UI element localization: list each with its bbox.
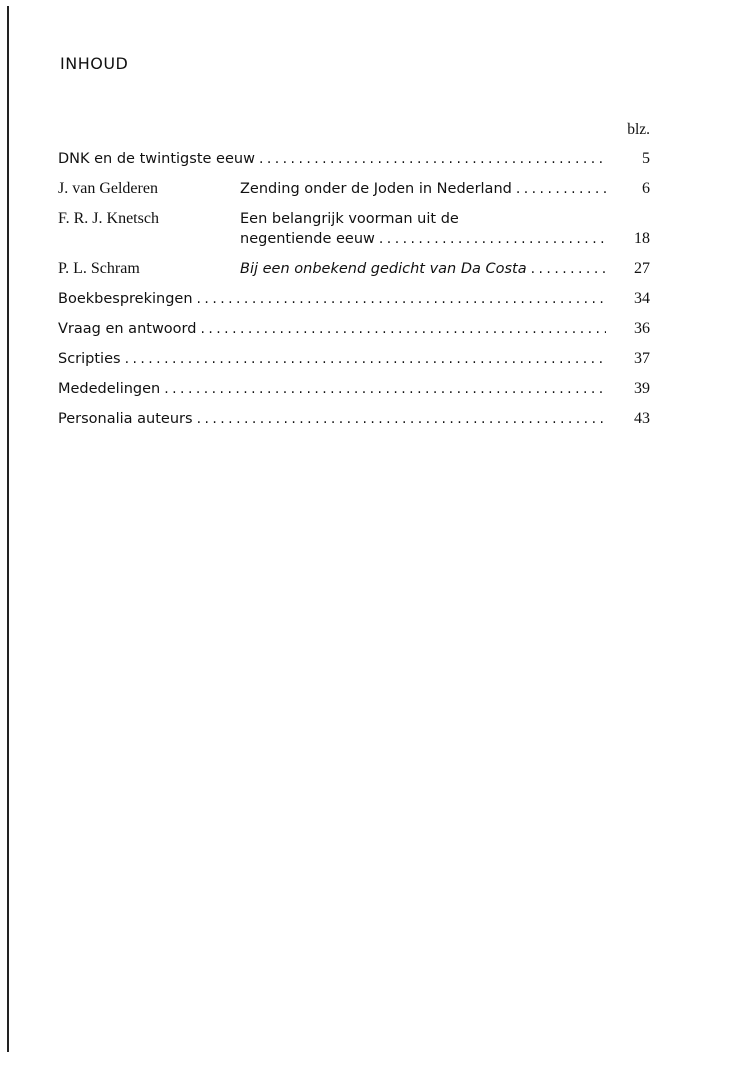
toc-entry-title: Zending onder de Joden in Nederland [240, 181, 512, 197]
dot-leader [375, 229, 606, 249]
toc-entry [58, 318, 650, 340]
toc-entry-title: Scripties [58, 351, 121, 367]
toc-entry [58, 348, 650, 370]
toc-entry [58, 258, 650, 280]
toc-entry-page: 39 [634, 380, 650, 397]
page-title: INHOUD [60, 54, 129, 73]
toc-entry [58, 148, 650, 170]
toc-entry-page: 6 [642, 180, 650, 197]
page-column-header: blz. [627, 121, 650, 138]
toc-entry-title: Mededelingen [58, 381, 161, 397]
toc-entry [58, 378, 650, 400]
toc-entry [58, 208, 650, 250]
toc-entry-page: 36 [634, 320, 650, 337]
dot-leader [160, 379, 606, 399]
left-margin-rule [7, 6, 9, 1052]
toc-entry-title: Vraag en antwoord [58, 321, 197, 337]
dot-leader [512, 179, 606, 199]
toc-entry [58, 178, 650, 200]
toc-entry-page: 34 [634, 290, 650, 307]
toc-entry [58, 408, 650, 430]
toc-entry-title-line1: Een belangrijk voorman uit de [240, 211, 459, 227]
dot-leader [527, 259, 606, 279]
toc-entry-title: Boekbesprekingen [58, 291, 193, 307]
toc-entry-title: Bij een onbekend gedicht van Da Costa [240, 261, 527, 277]
toc-entry-author: F. R. J. Knetsch [58, 210, 159, 227]
toc-entry-page: 43 [634, 410, 650, 427]
toc-entry-title: DNK en de twintigste eeuw [58, 151, 255, 167]
toc-entry-page: 5 [642, 150, 650, 167]
toc-entry-title: Personalia auteurs [58, 411, 193, 427]
dot-leader [193, 289, 606, 309]
dot-leader [121, 349, 606, 369]
dot-leader [255, 149, 606, 169]
toc-entry-page: 37 [634, 350, 650, 367]
dot-leader [193, 409, 606, 429]
toc-entry-author: J. van Gelderen [58, 180, 158, 197]
toc-entry-title-line2: negentiende eeuw [240, 231, 375, 247]
dot-leader [196, 319, 606, 339]
toc-entry-author: P. L. Schram [58, 260, 140, 277]
table-of-contents [58, 148, 650, 430]
toc-entry-page: 18 [634, 230, 650, 247]
toc-entry-page: 27 [634, 260, 650, 277]
toc-entry [58, 288, 650, 310]
